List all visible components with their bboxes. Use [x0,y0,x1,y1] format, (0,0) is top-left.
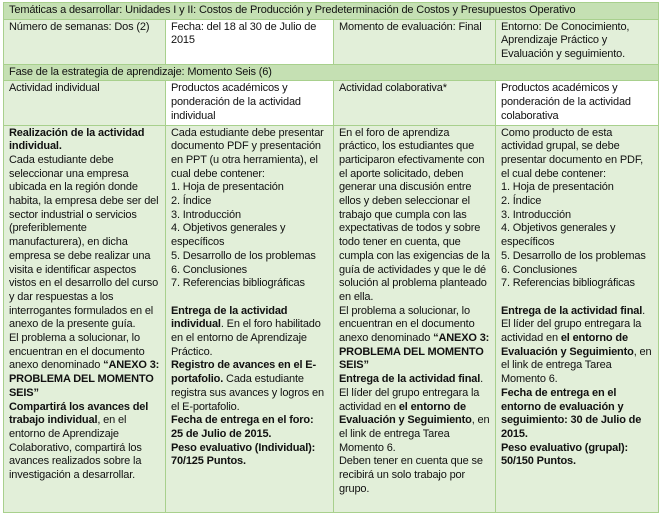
bold-text: el entorno de Evaluación y Seguimiento [501,332,634,358]
column-header-row [4,81,659,125]
paragraph [171,195,328,209]
paragraph [501,387,653,442]
bold-text: Peso evaluativo (grupal): 50/150 Puntos. [501,441,629,468]
paragraph [501,127,653,182]
paragraph [501,181,653,195]
paragraph [171,250,328,264]
text: , en el link de entrega Tarea Momento 6. [339,414,490,454]
text: 4. Objetivos generales y específicos [501,222,616,249]
text: 7. Referencias bibliográficas [501,277,635,290]
paragraph [171,222,328,249]
paragraph [171,277,328,291]
collaborative-products-cell [496,125,659,512]
phase-row [4,64,659,81]
paragraph [171,209,328,223]
bold-text: Peso evaluativo (Individual): 70/125 Puntos. [171,441,316,468]
text: 3. Introducción [501,208,571,221]
text: 6. Conclusiones [171,263,248,276]
paragraph [9,332,160,401]
bold-text: Compartirá los avances del trabajo individual [9,400,149,427]
text: 1. Hoja de presentación [171,181,284,194]
paragraph [171,305,328,360]
paragraph [171,414,328,441]
paragraph [9,154,160,332]
text: 5. Desarrollo de los problemas [501,249,646,262]
paragraph [339,305,490,374]
paragraph [501,277,653,291]
individual-activity-cell [4,125,166,512]
paragraph [501,250,653,264]
column-header-individual-products: Productos académicos y ponderación de la actividad individual [166,81,334,125]
phase-cell: Fase de la estrategia de aprendizaje: Momento Seis (6) [4,64,659,81]
content-row [4,125,659,512]
bold-text: Fecha de entrega en el foro: 25 de Julio de 2015. [171,414,314,440]
text: 2. Índice [171,195,212,208]
paragraph [339,455,490,496]
text: Cada estudiante debe presentar documento PDF y presentación en PPT (u otra herramienta), el cual debe contener: [171,126,324,180]
text: . El líder del grupo entregara la actividad en [339,373,484,413]
text: El problema a solucionar, lo encuentran en el documento anexo denominado [9,332,145,372]
paragraph [501,222,653,249]
bold-text: Entrega de la actividad individual [171,304,288,331]
activity-guide-table [3,2,659,513]
text: , en el link de entrega Tarea Momento 6. [501,345,652,386]
paragraph [171,291,328,305]
text: . En el foro habilitado en el entorno de Aprendizaje Práctico. [171,318,321,358]
text: . El líder del grupo entregara la actividad en [501,304,646,345]
text: El problema a solucionar, lo encuentran en el documento anexo denominado [339,304,475,345]
environment-cell: Entorno: De Conocimiento, Aprendizaje Práctico y Evaluación y seguimiento. [496,19,659,64]
info-row [4,19,659,64]
topics-row [4,3,659,20]
text: 6. Conclusiones [501,263,578,276]
paragraph [339,127,490,305]
paragraph [501,195,653,209]
text: Deben tener en cuenta que se recibirá un solo trabajo por grupo. [339,455,483,495]
paragraph [9,127,160,154]
bold-text: el entorno de Evaluación y Seguimiento [339,400,472,427]
paragraph [171,264,328,278]
bold-text: Entrega de la actividad final [339,373,481,386]
weeks-cell: Número de semanas: Dos (2) [4,19,166,64]
bold-text: “ANEXO 3: PROBLEMA DEL MOMENTO SEIS” [339,332,490,372]
text: Como producto de esta actividad grupal, se debe presentar documento en PDF, el cual debe contener: [501,126,644,180]
column-header-collaborative-products: Productos académicos y ponderación de la actividad colaborativa [496,81,659,125]
text: 3. Introducción [171,208,241,221]
paragraph [171,359,328,414]
paragraph [171,127,328,182]
individual-products-cell [166,125,334,512]
bold-text: Entrega de la actividad final [501,304,643,317]
column-header-individual: Actividad individual [4,81,166,125]
bold-text: Fecha de entrega en el entorno de evaluación y seguimiento: 30 de Julio de 2015. [501,386,642,440]
paragraph [171,442,328,469]
column-header-collaborative: Actividad colaborativa* [334,81,496,125]
text: Cada estudiante registra sus avances y logros en el E-portafolio. [171,373,324,413]
text: En el foro de aprendiza práctico, los estudiantes que participaron efectivamente con el aporte solicitado, deben generar una discusión entre ellos y deben seleccionar el trabajo que cumpla con las expectativas de todos y sobre todo tener en cuenta, que cumpla con las exigencias de la guía de actividades y que le dé solución al problema planteado en ella. [339,126,490,303]
paragraph [9,401,160,483]
paragraph [171,181,328,195]
text: 1. Hoja de presentación [501,181,614,194]
paragraph [501,209,653,223]
topics-cell: Temáticas a desarrollar: Unidades I y II: Costos de Producción y Predeterminación de Costos y Presupuestos Operativo [4,3,659,20]
text: 7. Referencias bibliográficas [171,277,305,290]
date-cell: Fecha: del 18 al 30 de Julio de 2015 [166,19,334,64]
text: 2. Índice [501,195,542,208]
text: 5. Desarrollo de los problemas [171,249,316,262]
bold-text: “ANEXO 3: PROBLEMA DEL MOMENTO SEIS” [9,359,160,399]
collaborative-activity-cell [334,125,496,512]
evaluation-moment-cell: Momento de evaluación: Final [334,19,496,64]
paragraph [501,264,653,278]
bold-text: Registro de avances en el E-portafolio. [171,359,316,386]
paragraph [339,373,490,455]
text: , en el entorno de Aprendizaje Colaborativo, compartirá los avances realizados sobre la investigación a desarrollar. [9,414,142,482]
bold-text: Realización de la actividad individual. [9,126,145,153]
paragraph [501,305,653,387]
text: Cada estudiante debe seleccionar una empresa ubicada en la región donde habita, la empresa debe ser del sector industrial o servicios (preferiblemente manufacturera), en dicha empresa se debe realizar una visita e identificar aspectos vistos en el desarrollo del curso y dar respuestas a los interrogantes formulados en el anexo de la presente guía. [9,153,159,331]
paragraph [501,442,653,469]
text: 4. Objetivos generales y específicos [171,222,286,249]
paragraph [501,291,653,305]
